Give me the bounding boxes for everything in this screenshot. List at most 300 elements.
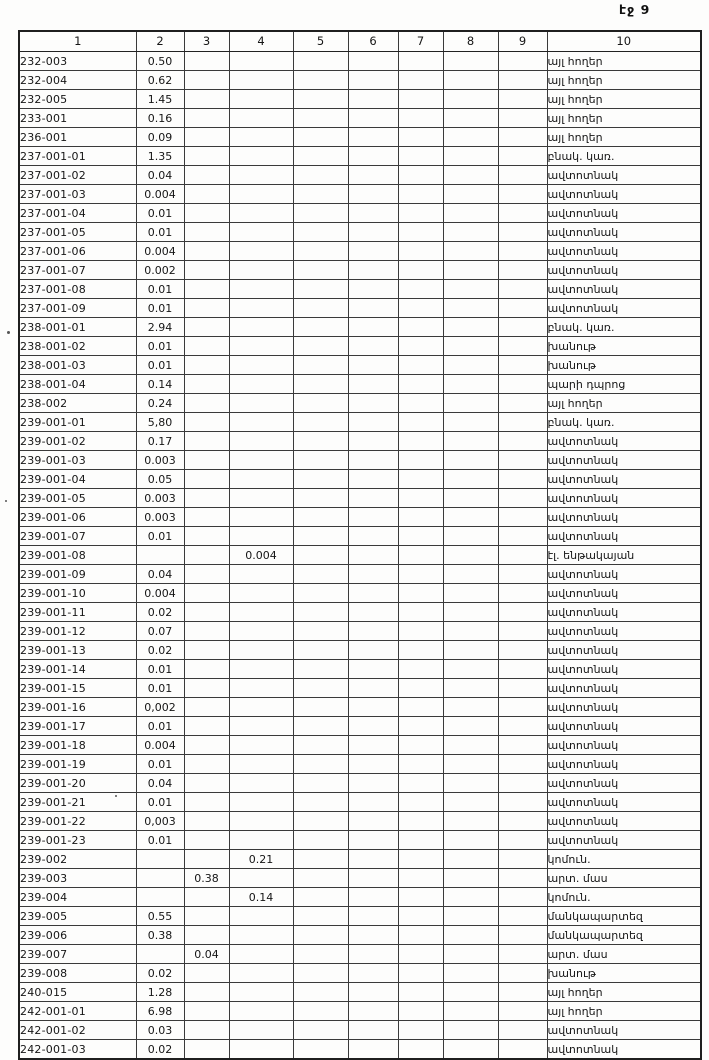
cell-c3: [184, 774, 229, 793]
cell-c8: [443, 280, 498, 299]
cell-c2: [136, 546, 184, 565]
cell-c6: [348, 565, 398, 584]
column-header-4: 4: [229, 31, 293, 52]
cell-c10: ավտոտնակ: [547, 584, 701, 603]
cell-c2: 0.04: [136, 166, 184, 185]
table-row: [19, 299, 701, 318]
cell-c6: [348, 489, 398, 508]
cell-c3: [184, 926, 229, 945]
cell-c3: [184, 641, 229, 660]
cell-c3: [184, 907, 229, 926]
cell-c10: ավտոտնակ: [547, 166, 701, 185]
cell-c2: 1.28: [136, 983, 184, 1002]
cell-c7: [398, 470, 443, 489]
cell-c7: [398, 812, 443, 831]
table-row: [19, 508, 701, 527]
cell-c9: [498, 356, 547, 375]
cell-c8: [443, 52, 498, 71]
cell-c6: [348, 1021, 398, 1040]
column-header-6: 6: [348, 31, 398, 52]
table-row: [19, 1021, 701, 1040]
cell-c2: 1.45: [136, 90, 184, 109]
cell-c5: [293, 698, 348, 717]
cell-c2: 0.004: [136, 185, 184, 204]
cell-c3: [184, 356, 229, 375]
cell-c2: 0.04: [136, 774, 184, 793]
cell-c4: [229, 812, 293, 831]
cell-c8: [443, 242, 498, 261]
cell-c7: [398, 755, 443, 774]
cell-c8: [443, 584, 498, 603]
cell-c2: 0.004: [136, 242, 184, 261]
cell-c7: [398, 318, 443, 337]
cell-c8: [443, 755, 498, 774]
cell-c6: [348, 147, 398, 166]
cell-c10: արտ. մաս: [547, 945, 701, 964]
cell-c5: [293, 812, 348, 831]
table-row: [19, 755, 701, 774]
cell-c7: [398, 831, 443, 850]
cell-c8: [443, 128, 498, 147]
cell-c10: ավտոտնակ: [547, 432, 701, 451]
cell-c6: [348, 907, 398, 926]
cell-c3: [184, 964, 229, 983]
cell-c5: [293, 945, 348, 964]
cell-c6: [348, 546, 398, 565]
cell-c1: 239-001-11: [19, 603, 136, 622]
cell-c3: 0.38: [184, 869, 229, 888]
cell-c10: էլ. ենթակայան: [547, 546, 701, 565]
cell-c5: [293, 1021, 348, 1040]
cell-c10: կոմուն.: [547, 850, 701, 869]
cell-c6: [348, 52, 398, 71]
cell-c9: [498, 90, 547, 109]
cell-c1: 239-001-12: [19, 622, 136, 641]
cell-c4: [229, 603, 293, 622]
cell-c7: [398, 109, 443, 128]
column-header-7: 7: [398, 31, 443, 52]
cell-c6: [348, 679, 398, 698]
cell-c6: [348, 356, 398, 375]
cell-c9: [498, 888, 547, 907]
cell-c7: [398, 736, 443, 755]
cell-c7: [398, 432, 443, 451]
column-header-8: 8: [443, 31, 498, 52]
cell-c2: 1.35: [136, 147, 184, 166]
cell-c8: [443, 71, 498, 90]
cell-c5: [293, 888, 348, 907]
table-row: [19, 926, 701, 945]
table-row: [19, 641, 701, 660]
cell-c5: [293, 109, 348, 128]
cell-c7: [398, 489, 443, 508]
cell-c1: 239-006: [19, 926, 136, 945]
cell-c3: [184, 831, 229, 850]
cell-c6: [348, 736, 398, 755]
cell-c8: [443, 565, 498, 584]
cell-c10: պարի դպրոց: [547, 375, 701, 394]
cell-c3: [184, 280, 229, 299]
cell-c1: 239-001-21: [19, 793, 136, 812]
cell-c6: [348, 318, 398, 337]
cell-c8: [443, 660, 498, 679]
cell-c6: [348, 793, 398, 812]
cell-c7: [398, 299, 443, 318]
cell-c5: [293, 394, 348, 413]
cell-c2: 0.01: [136, 204, 184, 223]
cell-c1: 239-001-23: [19, 831, 136, 850]
cell-c10: ավտոտնակ: [547, 812, 701, 831]
column-header-2: 2: [136, 31, 184, 52]
cell-c8: [443, 964, 498, 983]
cell-c5: [293, 356, 348, 375]
cell-c9: [498, 945, 547, 964]
table-row: [19, 147, 701, 166]
cell-c3: [184, 451, 229, 470]
cell-c8: [443, 546, 498, 565]
cell-c1: 237-001-08: [19, 280, 136, 299]
cell-c8: [443, 508, 498, 527]
cell-c8: [443, 945, 498, 964]
cell-c10: ավտոտնակ: [547, 603, 701, 622]
cell-c9: [498, 318, 547, 337]
table-row: [19, 223, 701, 242]
cell-c1: 239-001-02: [19, 432, 136, 451]
cell-c8: [443, 299, 498, 318]
cell-c3: [184, 71, 229, 90]
cell-c2: 0.002: [136, 261, 184, 280]
cell-c2: 0.01: [136, 223, 184, 242]
table-row: [19, 356, 701, 375]
cell-c7: [398, 185, 443, 204]
cell-c1: 240-015: [19, 983, 136, 1002]
cell-c7: [398, 90, 443, 109]
cell-c3: [184, 546, 229, 565]
table-row: [19, 394, 701, 413]
cell-c3: [184, 679, 229, 698]
cell-c5: [293, 508, 348, 527]
cell-c5: [293, 983, 348, 1002]
cell-c10: ավտոտնակ: [547, 717, 701, 736]
table-row: [19, 565, 701, 584]
cell-c2: 0.003: [136, 508, 184, 527]
table-row: [19, 945, 701, 964]
cell-c10: ավտոտնակ: [547, 641, 701, 660]
cell-c1: 239-001-03: [19, 451, 136, 470]
cell-c7: [398, 869, 443, 888]
cell-c1: 239-008: [19, 964, 136, 983]
cell-c6: [348, 926, 398, 945]
column-header-9: 9: [498, 31, 547, 52]
cell-c6: [348, 964, 398, 983]
cell-c7: [398, 451, 443, 470]
cell-c8: [443, 1021, 498, 1040]
cell-c3: [184, 470, 229, 489]
table-row: [19, 470, 701, 489]
cell-c9: [498, 546, 547, 565]
table-row: [19, 375, 701, 394]
cell-c7: [398, 261, 443, 280]
cell-c7: [398, 660, 443, 679]
cell-c7: [398, 945, 443, 964]
cell-c7: [398, 242, 443, 261]
table-row: [19, 451, 701, 470]
cell-c7: [398, 793, 443, 812]
cell-c1: 237-001-03: [19, 185, 136, 204]
cell-c10: խանութ: [547, 964, 701, 983]
cell-c1: 239-001-05: [19, 489, 136, 508]
cell-c10: այլ հողեր: [547, 109, 701, 128]
cell-c9: [498, 964, 547, 983]
cell-c5: [293, 546, 348, 565]
cell-c5: [293, 793, 348, 812]
cell-c4: [229, 337, 293, 356]
cell-c2: 0.17: [136, 432, 184, 451]
cell-c5: [293, 584, 348, 603]
cell-c3: [184, 1040, 229, 1060]
table-row: [19, 622, 701, 641]
cell-c4: [229, 280, 293, 299]
cell-c3: [184, 375, 229, 394]
cell-c9: [498, 261, 547, 280]
cell-c9: [498, 52, 547, 71]
cell-c2: 0.02: [136, 1040, 184, 1060]
cell-c3: [184, 565, 229, 584]
cell-c9: [498, 185, 547, 204]
cell-c2: 0.004: [136, 584, 184, 603]
cell-c2: 5,80: [136, 413, 184, 432]
cell-c9: [498, 736, 547, 755]
table-row: [19, 603, 701, 622]
table-row: [19, 413, 701, 432]
cell-c8: [443, 166, 498, 185]
cell-c10: մանկապարտեզ: [547, 907, 701, 926]
column-header-1: 1: [19, 31, 136, 52]
cell-c3: [184, 432, 229, 451]
cell-c1: 242-001-01: [19, 1002, 136, 1021]
cell-c10: բնակ. կառ.: [547, 318, 701, 337]
cell-c10: ավտոտնակ: [547, 698, 701, 717]
cell-c8: [443, 432, 498, 451]
cell-c6: [348, 812, 398, 831]
cell-c2: 0.55: [136, 907, 184, 926]
cell-c4: [229, 128, 293, 147]
cell-c7: [398, 128, 443, 147]
cell-c5: [293, 432, 348, 451]
cell-c9: [498, 717, 547, 736]
scan-speck: [5, 500, 7, 502]
cell-c10: խանութ: [547, 337, 701, 356]
cell-c10: ավտոտնակ: [547, 489, 701, 508]
column-header-10: 10: [547, 31, 701, 52]
cell-c2: 0,002: [136, 698, 184, 717]
table-row: [19, 736, 701, 755]
cell-c5: [293, 850, 348, 869]
cell-c10: ավտոտնակ: [547, 527, 701, 546]
cell-c4: [229, 869, 293, 888]
land-table: [18, 30, 702, 1060]
cell-c3: [184, 223, 229, 242]
table-row: [19, 869, 701, 888]
cell-c2: 0.24: [136, 394, 184, 413]
cell-c2: 0.02: [136, 964, 184, 983]
cell-c4: [229, 641, 293, 660]
cell-c2: 0.03: [136, 1021, 184, 1040]
cell-c5: [293, 907, 348, 926]
cell-c3: [184, 888, 229, 907]
cell-c1: 239-001-17: [19, 717, 136, 736]
cell-c8: [443, 736, 498, 755]
cell-c3: [184, 584, 229, 603]
cell-c2: 0.09: [136, 128, 184, 147]
cell-c9: [498, 109, 547, 128]
table-row: [19, 850, 701, 869]
cell-c4: [229, 717, 293, 736]
cell-c4: [229, 470, 293, 489]
cell-c5: [293, 527, 348, 546]
cell-c7: [398, 147, 443, 166]
cell-c9: [498, 280, 547, 299]
cell-c1: 233-001: [19, 109, 136, 128]
cell-c9: [498, 774, 547, 793]
cell-c2: 6.98: [136, 1002, 184, 1021]
cell-c4: [229, 223, 293, 242]
cell-c4: [229, 679, 293, 698]
cell-c10: ավտոտնակ: [547, 280, 701, 299]
cell-c6: [348, 983, 398, 1002]
cell-c7: [398, 280, 443, 299]
cell-c8: [443, 1040, 498, 1060]
cell-c1: 239-001-18: [19, 736, 136, 755]
cell-c9: [498, 983, 547, 1002]
table-row: [19, 907, 701, 926]
cell-c4: [229, 622, 293, 641]
cell-c8: [443, 318, 498, 337]
cell-c5: [293, 622, 348, 641]
cell-c10: կոմուն.: [547, 888, 701, 907]
cell-c6: [348, 717, 398, 736]
cell-c7: [398, 394, 443, 413]
cell-c7: [398, 888, 443, 907]
cell-c4: 0.21: [229, 850, 293, 869]
cell-c9: [498, 166, 547, 185]
cell-c4: [229, 242, 293, 261]
cell-c5: [293, 261, 348, 280]
cell-c1: 237-001-06: [19, 242, 136, 261]
cell-c5: [293, 90, 348, 109]
cell-c8: [443, 109, 498, 128]
table-row: [19, 52, 701, 71]
cell-c9: [498, 413, 547, 432]
cell-c6: [348, 603, 398, 622]
table-row: [19, 318, 701, 337]
cell-c3: [184, 261, 229, 280]
cell-c7: [398, 223, 443, 242]
cell-c8: [443, 147, 498, 166]
cell-c2: 0.62: [136, 71, 184, 90]
cell-c7: [398, 622, 443, 641]
cell-c10: ավտոտնակ: [547, 1040, 701, 1060]
cell-c10: բնակ. կառ.: [547, 413, 701, 432]
cell-c9: [498, 527, 547, 546]
cell-c3: [184, 109, 229, 128]
table-row: [19, 166, 701, 185]
cell-c4: [229, 394, 293, 413]
table-row: [19, 584, 701, 603]
cell-c2: 0.003: [136, 451, 184, 470]
cell-c10: ավտոտնակ: [547, 622, 701, 641]
cell-c3: [184, 983, 229, 1002]
cell-c6: [348, 185, 398, 204]
cell-c6: [348, 622, 398, 641]
cell-c2: 0.01: [136, 527, 184, 546]
cell-c6: [348, 432, 398, 451]
cell-c2: 0.14: [136, 375, 184, 394]
cell-c7: [398, 698, 443, 717]
cell-c3: [184, 337, 229, 356]
table-row: [19, 109, 701, 128]
cell-c8: [443, 812, 498, 831]
cell-c5: [293, 185, 348, 204]
cell-c5: [293, 603, 348, 622]
cell-c6: [348, 128, 398, 147]
cell-c4: [229, 451, 293, 470]
cell-c7: [398, 926, 443, 945]
cell-c4: [229, 527, 293, 546]
page-number: էջ 9: [619, 2, 651, 17]
header-row: [19, 31, 701, 52]
cell-c7: [398, 1021, 443, 1040]
cell-c7: [398, 641, 443, 660]
cell-c1: 238-002: [19, 394, 136, 413]
cell-c8: [443, 717, 498, 736]
cell-c6: [348, 109, 398, 128]
cell-c5: [293, 831, 348, 850]
cell-c3: [184, 850, 229, 869]
cell-c5: [293, 641, 348, 660]
cell-c4: [229, 432, 293, 451]
cell-c4: [229, 565, 293, 584]
cell-c4: [229, 166, 293, 185]
cell-c10: ավտոտնակ: [547, 565, 701, 584]
cell-c9: [498, 242, 547, 261]
cell-c9: [498, 489, 547, 508]
cell-c7: [398, 546, 443, 565]
cell-c1: 237-001-01: [19, 147, 136, 166]
cell-c7: [398, 679, 443, 698]
cell-c6: [348, 584, 398, 603]
cell-c9: [498, 622, 547, 641]
cell-c1: 237-001-04: [19, 204, 136, 223]
cell-c1: 232-003: [19, 52, 136, 71]
cell-c9: [498, 679, 547, 698]
cell-c4: 0.14: [229, 888, 293, 907]
cell-c4: [229, 109, 293, 128]
cell-c7: [398, 204, 443, 223]
cell-c4: [229, 983, 293, 1002]
cell-c6: [348, 223, 398, 242]
cell-c1: 237-001-02: [19, 166, 136, 185]
cell-c4: [229, 261, 293, 280]
cell-c3: [184, 299, 229, 318]
cell-c8: [443, 223, 498, 242]
cell-c10: ավտոտնակ: [547, 736, 701, 755]
cell-c8: [443, 394, 498, 413]
cell-c5: [293, 717, 348, 736]
cell-c9: [498, 584, 547, 603]
cell-c8: [443, 356, 498, 375]
cell-c5: [293, 489, 348, 508]
